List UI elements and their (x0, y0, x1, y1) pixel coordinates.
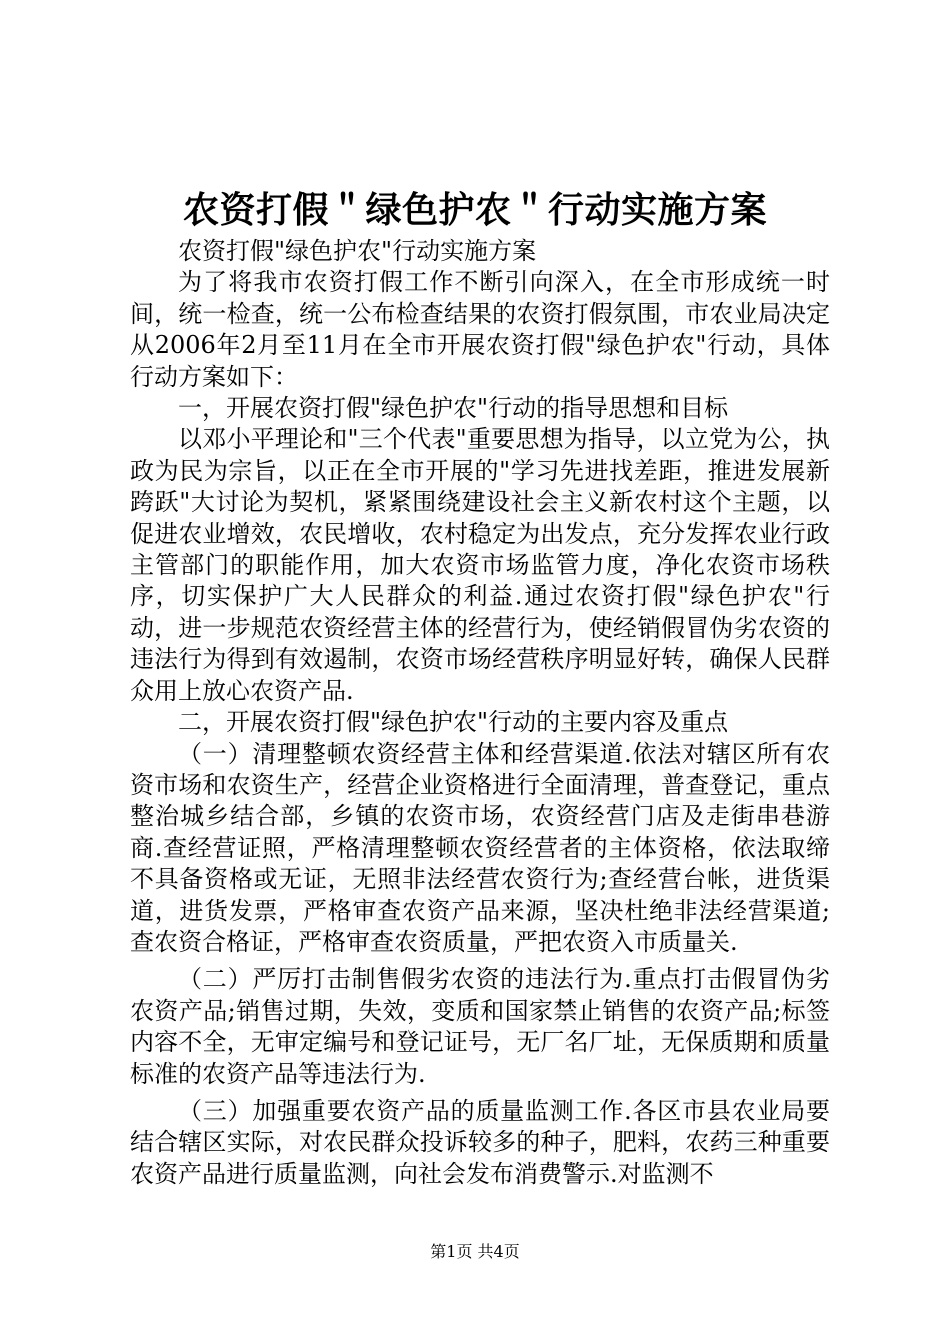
document-body (130, 236, 830, 1190)
paragraph-intro: 为了将我市农资打假工作不断引向深入，在全市形成统一时间，统一检查，统一公布检查结果的农资打假氛围，市农业局决定从2006年2月至11月在全市开展农资打假"绿色护农"行动，具体行动方案如下： (130, 268, 830, 391)
section-heading-2: 二，开展农资打假"绿色护农"行动的主要内容及重点 (178, 708, 729, 737)
paragraph-guiding-ideas: 以邓小平理论和"三个代表"重要思想为指导，以立党为公，执政为民为宗旨，以正在全市开展的"学习先进找差距，推进发展新跨跃"大讨论为契机，紧紧围绕建设社会主义新农村这个主题，以促进农业增效，农民增收，农村稳定为出发点，充分发挥农业行政主管部门的职能作用，加大农资市场监管力度，净化农资市场秩序，切实保护广大人民群众的利益.通过农资打假"绿色护农"行动，进一步规范农资经营主体的经营行为，使经销假冒伪劣农资的违法行为得到有效遏制，农资市场经营秩序明显好转，确保人民群众用上放心农资产品. (130, 425, 830, 705)
paragraph-item-3: （三）加强重要农资产品的质量监测工作.各区市县农业局要结合辖区实际，对农民群众投诉较多的种子，肥料，农药三种重要农资产品进行质量监测，向社会发布消费警示.对监测不 (130, 1096, 830, 1188)
paragraph-item-1: （一）清理整顿农资经营主体和经营渠道.依法对辖区所有农资市场和农资生产，经营企业资格进行全面清理，普查登记，重点整治城乡结合部，乡镇的农资市场，农资经营门店及走街串巷游商.查经营证照，严格清理整顿农资经营者的主体资格，依法取缔不具备资格或无证，无照非法经营农资行为;查经营台帐，进货渠道，进货发票，严格审查农资产品来源，坚决杜绝非法经营渠道;查农资合格证，严格审查农资质量，严把农资入市质量关. (130, 739, 830, 956)
paragraph-item-2: （二）严厉打击制售假劣农资的违法行为.重点打击假冒伪劣农资产品;销售过期，失效，变质和国家禁止销售的农资产品;标签内容不全，无审定编号和登记证号，无厂名厂址，无保质期和质量标准的农资产品等违法行为. (130, 965, 830, 1088)
document-title: 农资打假＂绿色护农＂行动实施方案 (182, 189, 767, 231)
section-heading-1: 一，开展农资打假"绿色护农"行动的指导思想和目标 (178, 394, 729, 423)
paragraph-subtitle: 农资打假"绿色护农"行动实施方案 (178, 237, 537, 265)
page-footer: 第1页 共4页 (430, 1242, 520, 1261)
